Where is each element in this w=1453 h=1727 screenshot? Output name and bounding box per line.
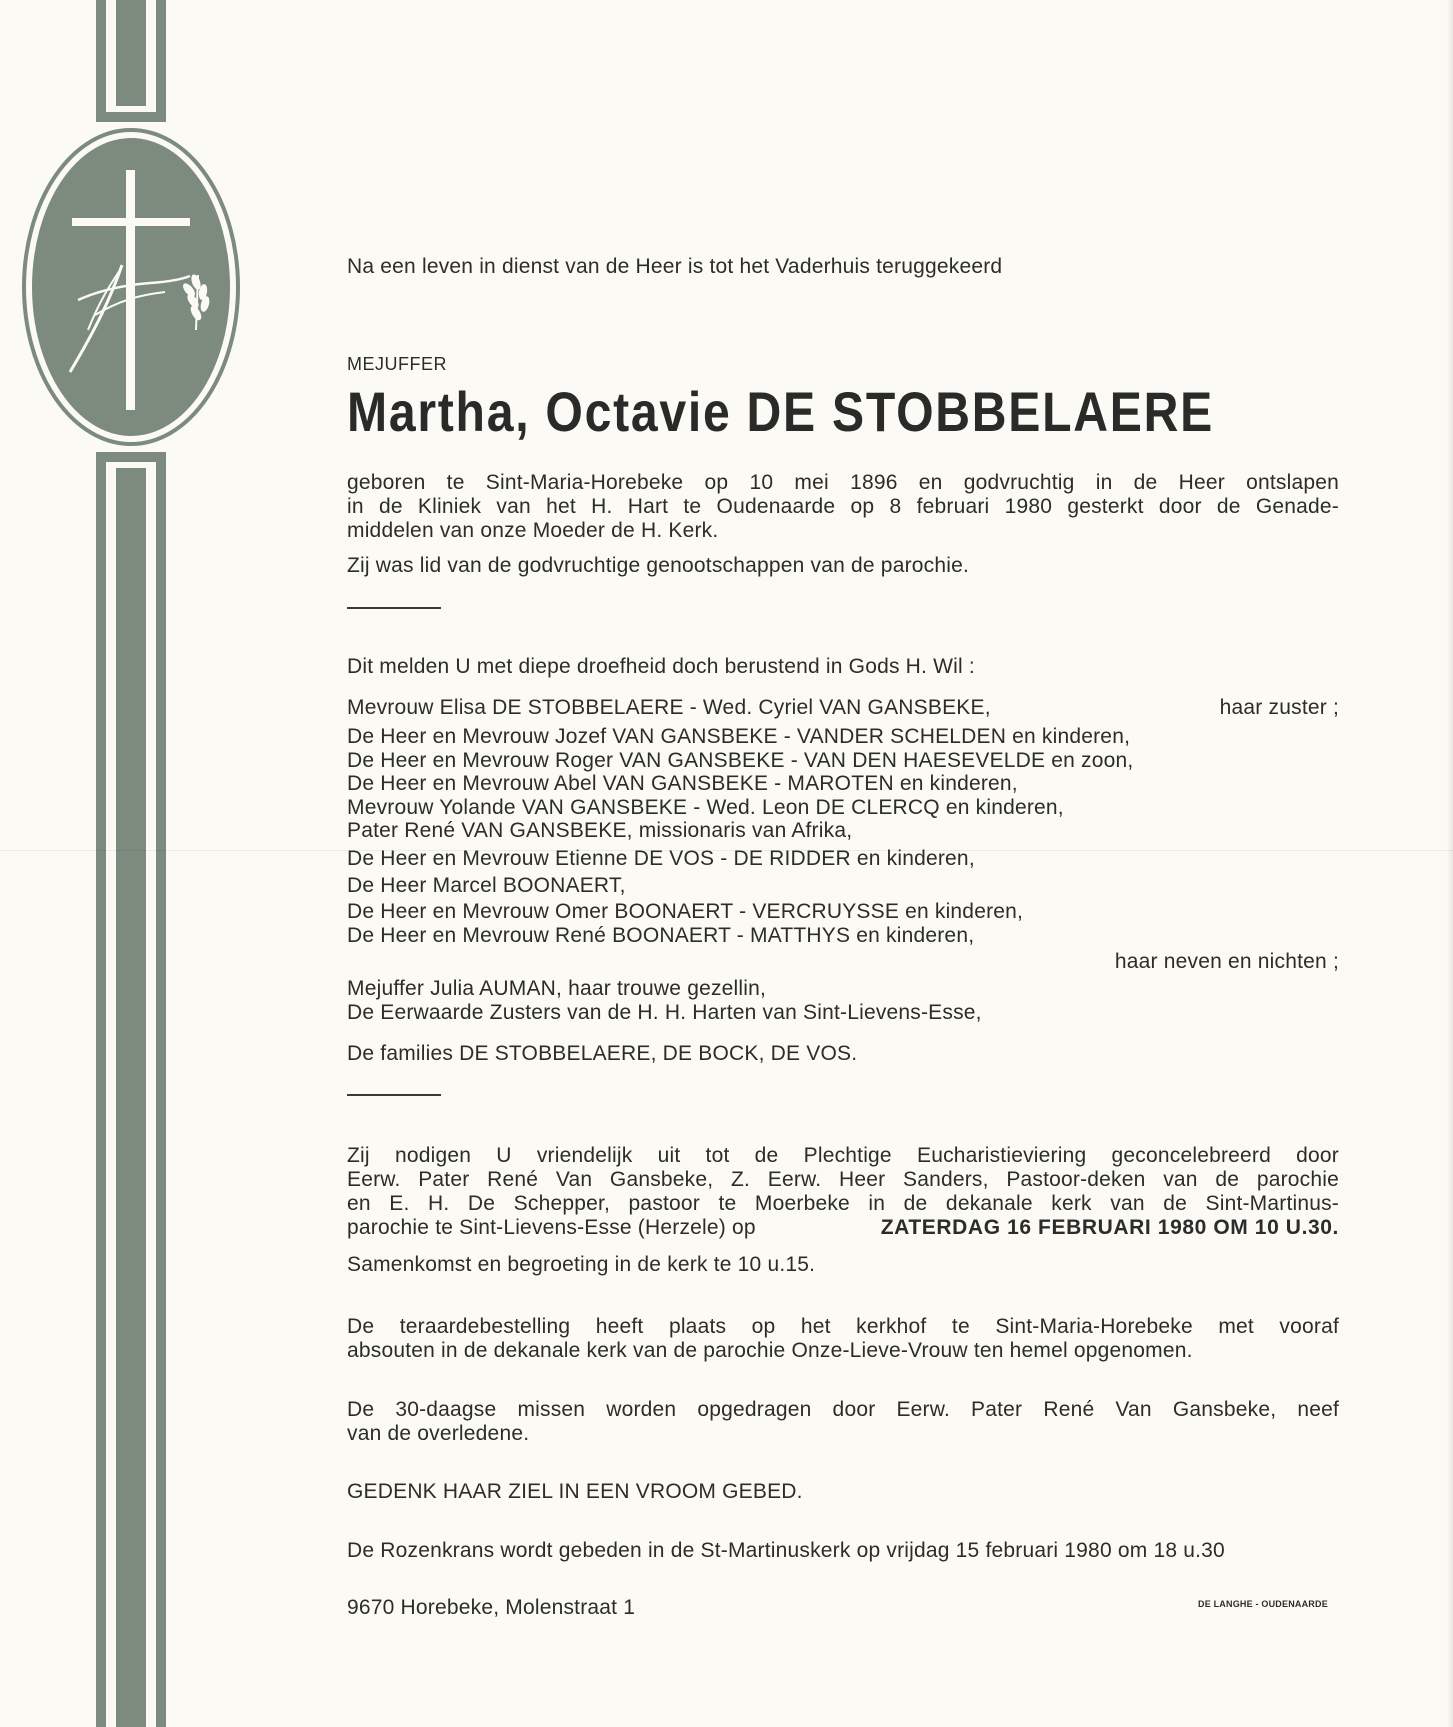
paper-edge-shadow bbox=[1447, 0, 1453, 1727]
membership-line: Zij was lid van de godvruchtige genootschappen van de parochie. bbox=[347, 554, 969, 577]
birth-line: middelen van onze Moeder de H. Kerk. bbox=[347, 519, 719, 542]
printer-credit: DE LANGHE - OUDENAARDE bbox=[1198, 1599, 1328, 1609]
family-relative: Pater René VAN GANSBEKE, missionaris van Afrika, bbox=[347, 819, 853, 842]
family-other: De Eerwaarde Zusters van de H. H. Harten van Sint-Lievens-Esse, bbox=[347, 1001, 982, 1024]
announcement-line: Dit melden U met diepe droefheid doch berustend in Gods H. Wil : bbox=[347, 655, 975, 678]
address-line: 9670 Horebeke, Molenstraat 1 bbox=[347, 1596, 636, 1619]
gathering-line: Samenkomst en begroeting in de kerk te 10 u.15. bbox=[347, 1253, 816, 1276]
rosary-line: De Rozenkrans wordt gebeden in de St-Martinuskerk op vrijdag 15 februari 1980 om 18 u.30 bbox=[347, 1539, 1225, 1562]
family-relative: De Heer en Mevrouw Roger VAN GANSBEKE - VAN DEN HAESEVELDE en zoon, bbox=[347, 749, 1134, 772]
burial-line: absouten in de dekanale kerk van de parochie Onze-Lieve-Vrouw ten hemel opgenomen. bbox=[347, 1339, 1193, 1362]
intro-line: Na een leven in dienst van de Heer is tot het Vaderhuis teruggekeerd bbox=[347, 255, 1003, 278]
burial-line: De teraardebestelling heeft plaats op het kerkhof te Sint-Maria-Horebeke met vooraf bbox=[347, 1315, 1339, 1338]
mass-date: ZATERDAG 16 FEBRUARI 1980 OM 10 U.30. bbox=[880, 1216, 1339, 1239]
family-sister-role: haar zuster ; bbox=[1219, 696, 1339, 719]
mass-location: parochie te Sint-Lievens-Esse (Herzele) op bbox=[347, 1216, 756, 1239]
birth-line: geboren te Sint-Maria-Horebeke op 10 mei 1896 en godvruchtig in de Heer ontslapen bbox=[347, 471, 1339, 494]
mass-line: Zij nodigen U vriendelijk uit tot de Plechtige Eucharistieviering geconcelebreerd door bbox=[347, 1144, 1339, 1167]
family-relative: De Heer Marcel BOONAERT, bbox=[347, 874, 626, 897]
memorial-sidebar-band bbox=[0, 0, 260, 1727]
mass-line-last bbox=[347, 1216, 1347, 1240]
relatives-role: haar neven en nichten ; bbox=[1114, 950, 1339, 973]
family-relative: De Heer en Mevrouw Jozef VAN GANSBEKE - VANDER SCHELDEN en kinderen, bbox=[347, 725, 1131, 748]
family-relative: De Heer en Mevrouw René BOONAERT - MATTHYS en kinderen, bbox=[347, 924, 975, 947]
family-relative: Mevrouw Yolande VAN GANSBEKE - Wed. Leon DE CLERCQ en kinderen, bbox=[347, 796, 1064, 819]
separator-rule bbox=[347, 1094, 441, 1096]
prayer-line: GEDENK HAAR ZIEL IN EEN VROOM GEBED. bbox=[347, 1480, 803, 1503]
mass-line: Eerw. Pater René Van Gansbeke, Z. Eerw. Heer Sanders, Pastoor-deken van de parochie bbox=[347, 1168, 1339, 1191]
family-sister-name: Mevrouw Elisa DE STOBBELAERE - Wed. Cyriel VAN GANSBEKE, bbox=[347, 696, 991, 719]
family-relative: De Heer en Mevrouw Abel VAN GANSBEKE - MAROTEN en kinderen, bbox=[347, 772, 1018, 795]
cross-wheat-icon bbox=[0, 0, 260, 1727]
mass-line: en E. H. De Schepper, pastoor te Moerbeke in de dekanale kerk van de Sint-Martinus- bbox=[347, 1192, 1339, 1215]
deceased-name: Martha, Octavie DE STOBBELAERE bbox=[347, 380, 1214, 443]
family-sister bbox=[347, 696, 1347, 720]
family-relative: De Heer en Mevrouw Omer BOONAERT - VERCRUYSSE en kinderen, bbox=[347, 900, 1024, 923]
separator-rule bbox=[347, 607, 441, 609]
family-relative: De Heer en Mevrouw Etienne DE VOS - DE RIDDER en kinderen, bbox=[347, 847, 975, 870]
masses-line: De 30-daagse missen worden opgedragen door Eerw. Pater René Van Gansbeke, neef bbox=[347, 1398, 1339, 1421]
birth-line: in de Kliniek van het H. Hart te Oudenaarde op 8 februari 1980 gesterkt door de Genade- bbox=[347, 495, 1339, 518]
families-line: De families DE STOBBELAERE, DE BOCK, DE VOS. bbox=[347, 1042, 858, 1065]
honorific: MEJUFFER bbox=[347, 354, 447, 374]
masses-line: van de overledene. bbox=[347, 1422, 530, 1445]
family-other: Mejuffer Julia AUMAN, haar trouwe gezellin, bbox=[347, 977, 767, 1000]
